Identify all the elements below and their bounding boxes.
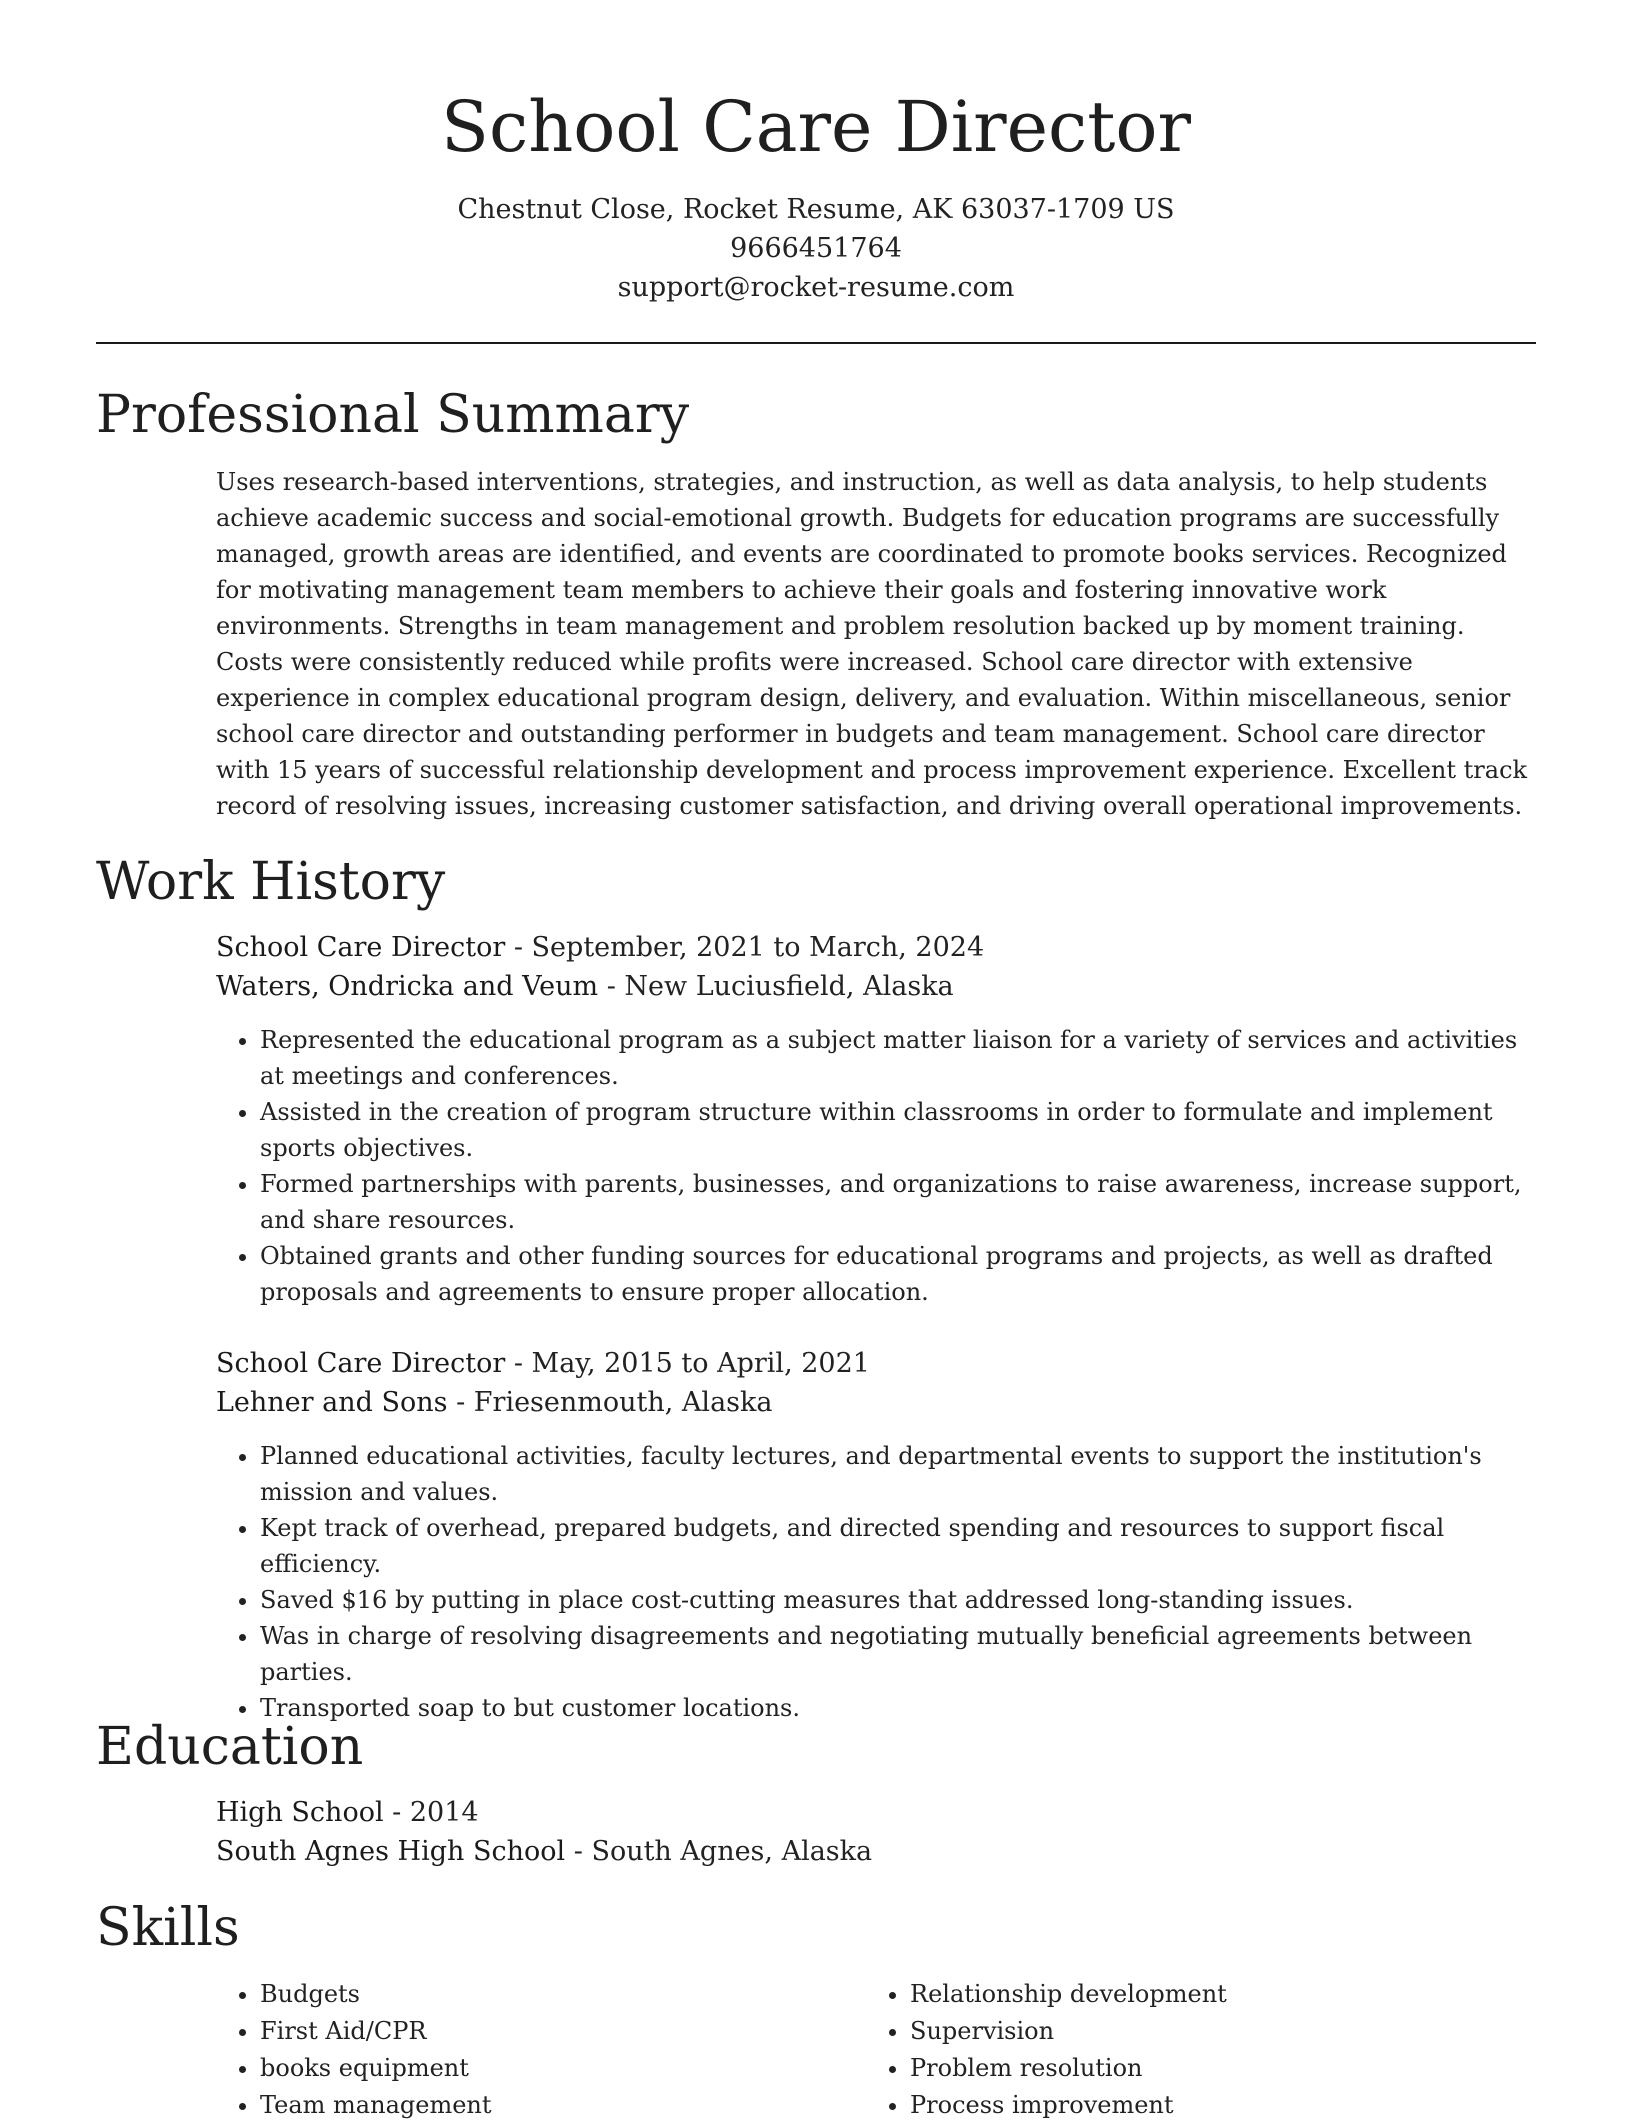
job-bullets xyxy=(216,1022,1536,1310)
job-bullet: • Represented the educational program as a subject matter liaison for a variety of services and activities at meetings and conferences. xyxy=(260,1022,1536,1094)
education-year: - 2014 xyxy=(383,1797,479,1828)
job-bullets xyxy=(216,1438,1536,1726)
contact-email: support@rocket-resume.com xyxy=(617,272,1015,303)
skills-list-left xyxy=(216,1976,492,2124)
job-dates: - May, 2015 to April, 2021 xyxy=(505,1348,870,1379)
job-location: - New Luciusfield, Alaska xyxy=(598,971,954,1002)
job-bullet: • Assisted in the creation of program structure within classrooms in order to formulate and implement sports objectives. xyxy=(260,1094,1536,1166)
job-entry xyxy=(216,928,1536,1310)
contact-info xyxy=(0,190,1632,307)
job-title-line xyxy=(216,928,1536,967)
job-title: School Care Director xyxy=(216,932,506,963)
skill-item: • First Aid/CPR xyxy=(260,2013,492,2050)
job-location: - Friesenmouth, Alaska xyxy=(447,1387,773,1418)
skill-item: • Budgets xyxy=(260,1976,492,2013)
education-school-line xyxy=(216,1832,1536,1871)
education-school: South Agnes High School xyxy=(216,1836,566,1867)
job-bullet: • Saved $16 by putting in place cost-cutting measures that addressed long-standing issues. xyxy=(260,1582,1536,1618)
skill-item: • Problem resolution xyxy=(910,2050,1227,2087)
job-bullet: • Formed partnerships with parents, businesses, and organizations to raise awareness, increase support, and share resources. xyxy=(260,1166,1536,1238)
summary-heading: Professional Summary xyxy=(96,385,690,445)
skill-item: • books equipment xyxy=(260,2050,492,2087)
job-title: School Care Director xyxy=(216,1348,506,1379)
skills-list-right xyxy=(866,1976,1227,2124)
job-dates: - September, 2021 to March, 2024 xyxy=(505,932,985,963)
skill-item: • Team management xyxy=(260,2087,492,2124)
education-degree-line xyxy=(216,1793,1536,1832)
job-company: Lehner and Sons xyxy=(216,1387,448,1418)
skill-item: • Relationship development xyxy=(910,1976,1227,2013)
job-company-line xyxy=(216,1383,1536,1422)
contact-address: Chestnut Close, Rocket Resume, AK 63037-1709 US xyxy=(457,194,1175,225)
job-bullet: • Was in charge of resolving disagreements and negotiating mutually beneficial agreements between parties. xyxy=(260,1618,1536,1690)
job-company: Waters, Ondricka and Veum xyxy=(216,971,599,1002)
job-bullet: • Transported soap to but customer locations. xyxy=(260,1690,1536,1726)
education-heading: Education xyxy=(96,1717,364,1777)
contact-phone: 9666451764 xyxy=(730,233,902,264)
job-bullet: • Kept track of overhead, prepared budgets, and directed spending and resources to support fiscal efficiency. xyxy=(260,1510,1536,1582)
education-location: - South Agnes, Alaska xyxy=(565,1836,873,1867)
job-title-line xyxy=(216,1344,1536,1383)
job-company-line xyxy=(216,967,1536,1006)
education-entry xyxy=(216,1793,1536,1871)
resume-name: School Care Director xyxy=(441,86,1191,168)
job-bullet: • Obtained grants and other funding sources for educational programs and projects, as well as drafted proposals and agreements to ensure proper allocation. xyxy=(260,1238,1536,1310)
job-entry xyxy=(216,1344,1536,1726)
header-divider xyxy=(96,342,1536,344)
job-bullet: • Planned educational activities, faculty lectures, and departmental events to support the institution's mission and values. xyxy=(260,1438,1536,1510)
work-history-heading: Work History xyxy=(96,852,446,912)
education-degree: High School xyxy=(216,1797,384,1828)
skills-heading: Skills xyxy=(96,1898,240,1958)
summary-text: Uses research-based interventions, strategies, and instruction, as well as data analysis, to help students achieve academic success and social-emotional growth. Budgets for education programs are successfully managed, growth areas are identified, and events are coordinated to promote books services. Recognized for motivating management team members to achieve their goals and fostering innovative work environments. Strengths in team management and problem resolution backed up by moment training. Costs were consistently reduced while profits were increased. School care director with extensive experience in complex educational program design, delivery, and evaluation. Within miscellaneous, senior school care director and outstanding performer in budgets and team management. School care director with 15 years of successful relationship development and process improvement experience. Excellent track record of resolving issues, increasing customer satisfaction, and driving overall operational improvements. xyxy=(216,468,1528,820)
skill-item: • Supervision xyxy=(910,2013,1227,2050)
skill-item: • Process improvement xyxy=(910,2087,1227,2124)
